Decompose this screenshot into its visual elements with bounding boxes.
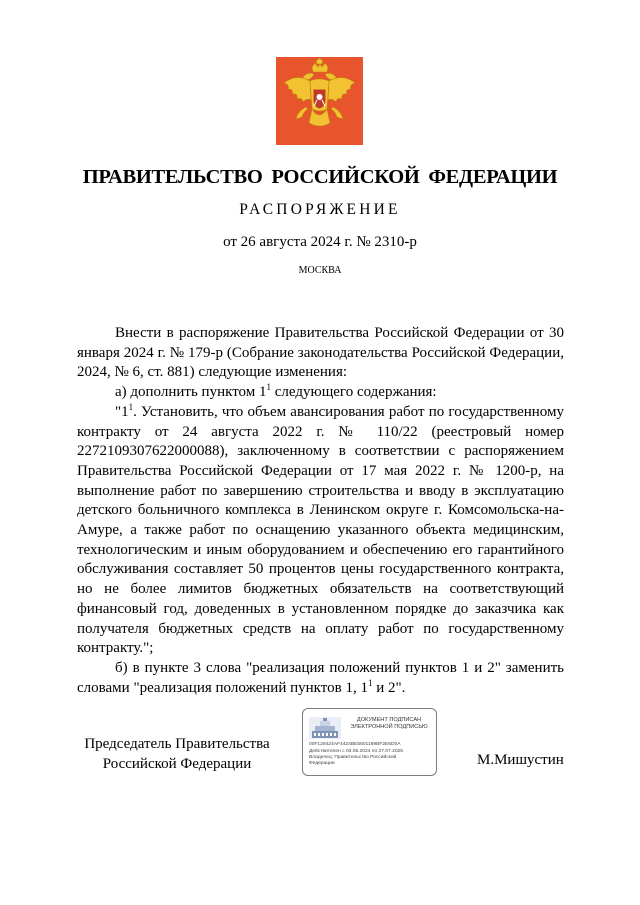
document-body: [77, 324, 564, 698]
government-building-icon: [309, 717, 341, 739]
body-paragraph-b: [77, 659, 564, 698]
document-type: РАСПОРЯЖЕНИЕ: [239, 201, 401, 218]
coat-of-arms-emblem-icon: [276, 57, 363, 145]
body-paragraph-a: [77, 383, 564, 403]
paragraph-a-text-end: следующего содержания:: [271, 384, 437, 401]
clause-text: . Установить, что объем авансирования работ по государственному контракту от 24 августа 2022 г. № 110/22 (реестровый номер 2272109307622000088), заключенному в соответствии с распоряжением Правительства Российской Федерации от 17 мая 2022 г. № 1200-р, на выполнение работ по завершению строительства и вводу в эксплуатацию детского больничного комплекса в Ленинском округе г. Комсомольска-на-Амуре, а также работ по оснащению указанного объекта медицинским, технологическим и иным оборудованием и обеспечению его гарантийного обслуживания составляет 50 процентов цены государственного контракта, но не более лимитов бюджетных обязательств на соответствующий финансовый год, доведенных в установленном порядке до заказчика как получателя бюджетных средств на оплату работ по государственному контракту.";: [77, 403, 564, 657]
signer-name: М.Мишустин: [477, 752, 564, 768]
clause-superscript: 1: [128, 401, 134, 412]
stamp-validity: Действителен с 03.05.2024 по 27.07.2025: [309, 749, 403, 754]
paragraph-b-text: б) в пункте 3 слова "реализация положений пунктов 1 и 2" заменить словами "реализация положений пунктов 1, 1: [77, 659, 564, 696]
body-paragraph-intro: Внести в распоряжение Правительства Российской Федерации от 30 января 2024 г. № 179-р (Собрание законодательства Российской Федерации, 2024, № 6, ст. 881) следующие изменения:: [77, 325, 564, 381]
signer-position: [77, 735, 277, 774]
signer-position-line-2: Российской Федерации: [102, 755, 252, 772]
paragraph-b-superscript: 1: [367, 677, 373, 688]
clause-number: "1: [115, 403, 129, 420]
electronic-signature-stamp: [302, 708, 437, 776]
stamp-owner-line-1: Владелец: Правительство Российской: [309, 755, 397, 760]
stamp-heading: [343, 717, 435, 732]
stamp-heading-line-1: ДОКУМЕНТ ПОДПИСАН: [356, 717, 422, 723]
document-date-number: от 26 августа 2024 г. № 2310-р: [223, 234, 417, 250]
stamp-heading-line-2: ЭЛЕКТРОННОЙ ПОДПИСЬЮ: [350, 724, 428, 731]
paragraph-b-text-end: и 2".: [372, 679, 406, 696]
government-title: ПРАВИТЕЛЬСТВО РОССИЙСКОЙ ФЕДЕРАЦИИ: [82, 166, 558, 188]
stamp-owner-line-2: Федерации: [309, 761, 335, 766]
signer-position-line-1: Председатель Правительства: [84, 736, 270, 752]
document-city: МОСКВА: [298, 265, 342, 276]
paragraph-a-superscript: 1: [266, 382, 272, 393]
stamp-certificate: 00F129424AF4424BE5601189BF2E6D0A: [309, 742, 401, 747]
paragraph-a-text: а) дополнить пунктом 1: [115, 384, 267, 401]
body-paragraph-quoted-clause: [77, 403, 564, 659]
